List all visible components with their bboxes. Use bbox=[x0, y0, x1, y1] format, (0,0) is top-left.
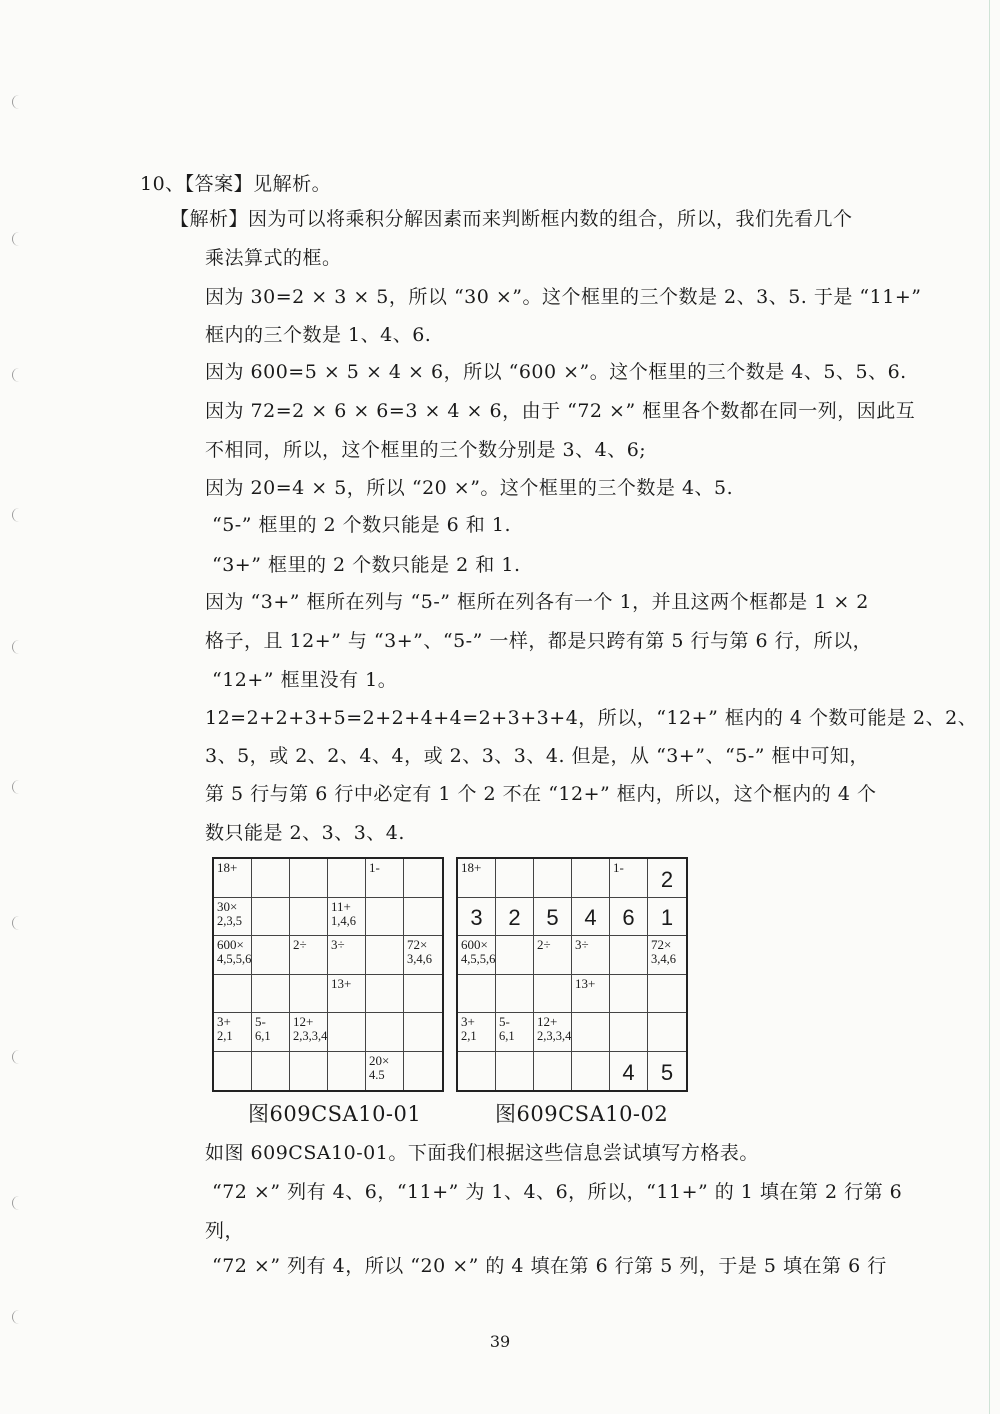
grid-cell bbox=[610, 898, 648, 937]
grid-cell bbox=[214, 1052, 252, 1091]
grid-cell bbox=[648, 1052, 686, 1091]
grid-cell bbox=[328, 936, 366, 975]
grid-cell bbox=[496, 975, 534, 1014]
cell-candidates: 4,5,5,6 bbox=[217, 952, 252, 966]
grid-cell bbox=[648, 898, 686, 937]
cell-candidates: 2,3,5 bbox=[217, 913, 242, 928]
cell-value: 4 bbox=[584, 905, 597, 930]
grid-cell bbox=[328, 975, 366, 1014]
grid-cell bbox=[252, 936, 290, 975]
binding-hole bbox=[12, 368, 21, 382]
grid-cell bbox=[458, 975, 496, 1014]
cell-value: 2 bbox=[660, 866, 674, 892]
grid-cell bbox=[404, 1013, 442, 1052]
cage-clue: 11+ bbox=[331, 898, 351, 914]
page-edge-line bbox=[989, 0, 990, 1414]
binding-hole bbox=[12, 640, 21, 654]
binding-hole bbox=[12, 916, 21, 930]
grid-cell bbox=[534, 1052, 572, 1091]
cage-clue: 13+ bbox=[331, 975, 352, 991]
grid-cell bbox=[648, 859, 686, 898]
cell-candidates: 2,3,3,4 bbox=[537, 1029, 572, 1043]
analysis-line: 第 5 行与第 6 行中必定有 1 个 2 不在 “12+” 框内，所以，这个框内的 4 个 bbox=[205, 783, 877, 805]
grid-cell bbox=[366, 975, 404, 1014]
grid-cell bbox=[404, 936, 442, 975]
analysis-line: 框内的三个数是 1、4、6. bbox=[205, 324, 432, 346]
grid-cell bbox=[214, 898, 252, 937]
grid-cell bbox=[572, 936, 610, 975]
grid-cell bbox=[610, 859, 648, 898]
grid-cell bbox=[648, 975, 686, 1014]
grid-cell bbox=[572, 1052, 610, 1091]
analysis-line: 如图 609CSA10-01。下面我们根据这些信息尝试填写方格表。 bbox=[205, 1142, 759, 1164]
grid-cell bbox=[496, 1013, 534, 1052]
cage-clue: 13+ bbox=[575, 975, 596, 991]
analysis-line: 因为 30=2 × 3 × 5，所以 “30 ×”。这个框里的三个数是 2、3、5. 于是 “11+” bbox=[205, 286, 922, 308]
grid-cell bbox=[572, 859, 610, 898]
grid-cell bbox=[648, 1013, 686, 1052]
cage-clue: 600× bbox=[217, 937, 244, 952]
grid-cell bbox=[366, 936, 404, 975]
cell-value: 1 bbox=[660, 905, 674, 930]
cell-candidates: 3,4,6 bbox=[651, 952, 676, 966]
cage-clue: 3+ bbox=[217, 1014, 231, 1029]
cell-value: 3 bbox=[470, 905, 483, 930]
analysis-line: 因为 20=4 × 5，所以 “20 ×”。这个框里的三个数是 4、5. bbox=[205, 477, 734, 499]
cage-clue: 3÷ bbox=[575, 937, 589, 952]
grid-cell bbox=[328, 898, 366, 937]
binding-hole bbox=[12, 95, 21, 109]
cage-clue: 5- bbox=[499, 1014, 510, 1029]
grid-cell bbox=[404, 975, 442, 1014]
grid-cell bbox=[496, 1052, 534, 1091]
binding-hole bbox=[12, 1196, 21, 1210]
analysis-line: 【解析】因为可以将乘积分解因素而来判断框内数的组合，所以，我们先看几个 bbox=[170, 208, 853, 230]
grid-cell bbox=[214, 975, 252, 1014]
grid-cell bbox=[648, 936, 686, 975]
grid-cell bbox=[496, 859, 534, 898]
analysis-line: “3+” 框里的 2 个数只能是 2 和 1. bbox=[212, 554, 521, 576]
grid-cell bbox=[290, 898, 328, 937]
cage-clue: 20× bbox=[369, 1052, 390, 1068]
grid-cell bbox=[214, 936, 252, 975]
grid-cell bbox=[610, 1013, 648, 1052]
cell-candidates: 2,1 bbox=[217, 1029, 233, 1043]
grid-cell bbox=[534, 1013, 572, 1052]
cage-clue: 12+ bbox=[537, 1014, 558, 1029]
cage-clue: 1- bbox=[369, 860, 380, 875]
puzzle-grid-1 bbox=[212, 857, 444, 1092]
grid-cell bbox=[458, 1052, 496, 1091]
cell-value: 5 bbox=[546, 905, 559, 930]
figure-caption-2: 图609CSA10-02 bbox=[495, 1102, 669, 1126]
grid-cell bbox=[496, 898, 534, 937]
grid-cell bbox=[404, 859, 442, 898]
cage-clue: 18+ bbox=[217, 860, 238, 875]
grid-cell bbox=[610, 1052, 648, 1091]
grid-cell bbox=[458, 936, 496, 975]
grid-cell bbox=[290, 1052, 328, 1091]
grid-cell bbox=[214, 859, 252, 898]
cage-clue: 30× bbox=[217, 898, 238, 914]
cage-clue: 12+ bbox=[293, 1014, 314, 1029]
binding-hole bbox=[12, 232, 21, 246]
binding-hole bbox=[12, 780, 21, 794]
cage-clue: 1- bbox=[613, 860, 624, 875]
analysis-line: 不相同，所以，这个框里的三个数分别是 3、4、6; bbox=[205, 439, 647, 461]
grid-cell bbox=[458, 898, 496, 937]
grid-cell bbox=[366, 1013, 404, 1052]
cage-clue: 18+ bbox=[461, 860, 482, 875]
cell-value: 6 bbox=[622, 905, 635, 930]
answer-heading: 10、【答案】见解析。 bbox=[140, 173, 332, 195]
cage-clue: 3÷ bbox=[331, 937, 345, 952]
cell-value: 2 bbox=[508, 905, 521, 930]
grid-cell bbox=[366, 898, 404, 937]
cage-clue: 3+ bbox=[461, 1014, 475, 1029]
analysis-line: 乘法算式的框。 bbox=[205, 247, 342, 269]
grid-cell bbox=[534, 859, 572, 898]
cell-candidates: 2,3,3,4 bbox=[293, 1029, 328, 1043]
binding-hole bbox=[12, 508, 21, 522]
binding-hole bbox=[12, 1310, 21, 1324]
cage-clue: 5- bbox=[255, 1014, 266, 1029]
grid-cell bbox=[214, 1013, 252, 1052]
cell-candidates: 3,4,6 bbox=[407, 952, 432, 966]
cell-candidates: 4,5,5,6 bbox=[461, 952, 496, 966]
grid-cell bbox=[252, 859, 290, 898]
cage-clue: 2÷ bbox=[293, 937, 307, 952]
cage-clue: 600× bbox=[461, 937, 488, 952]
cell-candidates: 4.5 bbox=[369, 1067, 385, 1082]
grid-cell bbox=[290, 936, 328, 975]
grid-cell bbox=[534, 898, 572, 937]
grid-cell bbox=[252, 898, 290, 937]
grid-cell bbox=[366, 859, 404, 898]
grid-cell bbox=[534, 936, 572, 975]
cell-value: 5 bbox=[660, 1060, 674, 1085]
analysis-line: 12=2+2+3+5=2+2+4+4=2+3+3+4，所以，“12+” 框内的 4 个数可能是 2、2、 bbox=[205, 707, 978, 729]
analysis-line: “72 ×” 列有 4，所以 “20 ×” 的 4 填在第 6 行第 5 列，于是 5 填在第 6 行 bbox=[212, 1255, 887, 1277]
grid-cell bbox=[290, 975, 328, 1014]
grid-cell bbox=[328, 859, 366, 898]
grid-cell bbox=[572, 898, 610, 937]
cell-candidates: 2,1 bbox=[461, 1029, 477, 1043]
grid-cell bbox=[458, 859, 496, 898]
grid-cell bbox=[366, 1052, 404, 1091]
puzzle-grid-2 bbox=[456, 857, 688, 1092]
grid-cell bbox=[252, 1013, 290, 1052]
analysis-line: “12+” 框里没有 1。 bbox=[212, 669, 398, 691]
grid-cell bbox=[496, 936, 534, 975]
grid-cell bbox=[458, 1013, 496, 1052]
binding-hole bbox=[12, 1050, 21, 1064]
analysis-line: 因为 “3+” 框所在列与 “5-” 框所在列各有一个 1，并且这两个框都是 1 × 2 bbox=[205, 591, 869, 613]
cell-value: 4 bbox=[622, 1060, 635, 1085]
grid-cell bbox=[610, 975, 648, 1014]
cage-clue: 2÷ bbox=[537, 937, 551, 952]
cell-candidates: 6,1 bbox=[255, 1029, 271, 1043]
grid-cell bbox=[328, 1013, 366, 1052]
grid-cell bbox=[404, 1052, 442, 1091]
analysis-line: “5-” 框里的 2 个数只能是 6 和 1. bbox=[212, 514, 511, 536]
grid-cell bbox=[534, 975, 572, 1014]
cell-candidates: 6,1 bbox=[499, 1029, 515, 1043]
grid-cell bbox=[328, 1052, 366, 1091]
analysis-line: 3、5，或 2、2、4、4，或 2、3、3、4. 但是，从 “3+”、“5-” 框中可知， bbox=[205, 745, 869, 767]
grid-cell bbox=[404, 898, 442, 937]
grid-cell bbox=[252, 1052, 290, 1091]
analysis-line: 格子，且 12+” 与 “3+”、“5-” 一样，都是只跨有第 5 行与第 6 行，所以， bbox=[205, 630, 873, 652]
grid-cell bbox=[572, 1013, 610, 1052]
analysis-line: “72 ×” 列有 4、6，“11+” 为 1、4、6，所以，“11+” 的 1 填在第 2 行第 6 bbox=[212, 1181, 903, 1203]
grid-cell bbox=[572, 975, 610, 1014]
grid-cell bbox=[252, 975, 290, 1014]
analysis-line: 因为 72=2 × 6 × 6=3 × 4 × 6，由于 “72 ×” 框里各个数都在同一列，因此互 bbox=[205, 400, 916, 422]
cage-clue: 72× bbox=[407, 937, 428, 952]
figure-caption-1: 图609CSA10-01 bbox=[248, 1102, 422, 1126]
analysis-line: 列， bbox=[205, 1220, 245, 1242]
analysis-line: 数只能是 2、3、3、4. bbox=[205, 822, 405, 844]
grid-cell bbox=[290, 859, 328, 898]
cage-clue: 72× bbox=[651, 937, 672, 952]
analysis-line: 因为 600=5 × 5 × 4 × 6，所以 “600 ×”。这个框里的三个数是 4、5、5、6. bbox=[205, 361, 907, 383]
grid-cell bbox=[290, 1013, 328, 1052]
page-number: 39 bbox=[489, 1332, 511, 1351]
cell-candidates: 1,4,6 bbox=[331, 913, 356, 928]
grid-cell bbox=[610, 936, 648, 975]
